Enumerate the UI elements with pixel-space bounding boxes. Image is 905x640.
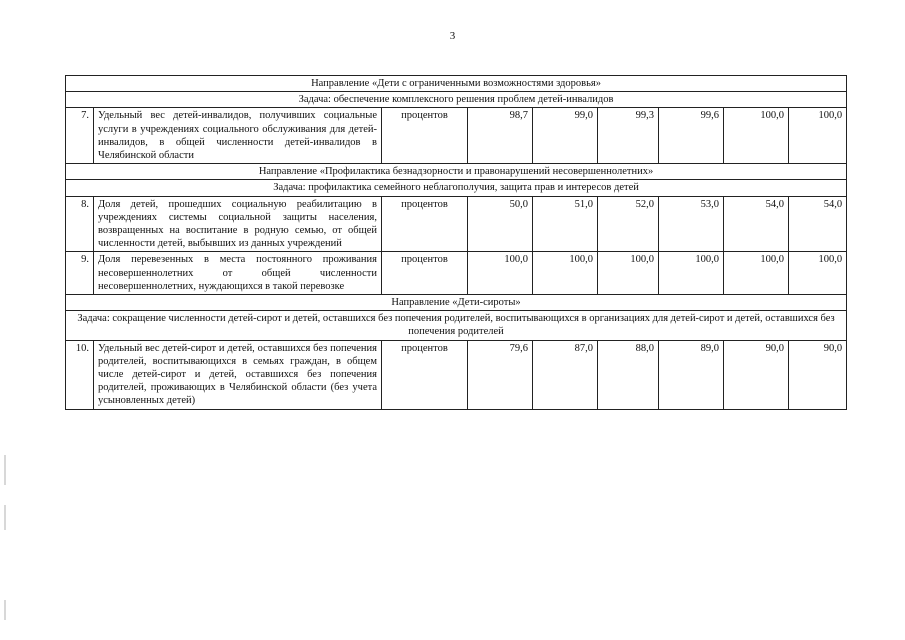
indicator-unit: процентов [382,196,468,252]
indicator-value: 54,0 [724,196,789,252]
indicator-row [66,196,847,252]
indicator-value: 87,0 [533,340,598,409]
margin-mark [4,600,6,620]
indicator-description: Доля детей, прошедших социальную реабилитацию в учреждениях системы социальной защиты населения, возвращенных на воспитание в родную семью, от общей численности детей, выбывших из данных учреждений [94,196,382,252]
indicator-number: 8. [66,196,94,252]
indicator-value: 99,3 [598,108,659,164]
indicator-value: 89,0 [659,340,724,409]
direction-heading: Направление «Профилактика безнадзорности и правонарушений несовершеннолетних» [66,164,847,180]
indicator-description: Удельный вес детей-сирот и детей, оставшихся без попечения родителей, воспитывающихся в семьях граждан, в общем числе детей-сирот и детей, оставшихся без попечения родителей, проживающих в Челябинской области (без учета усыновленных детей) [94,340,382,409]
indicator-number: 10. [66,340,94,409]
indicator-value: 100,0 [468,252,533,295]
indicator-value: 53,0 [659,196,724,252]
indicator-description: Удельный вес детей-инвалидов, получивших социальные услуги в учреждениях социального обслуживания для детей-инвалидов, в общей численности детей-инвалидов в Челябинской области [94,108,382,164]
indicator-value: 88,0 [598,340,659,409]
indicator-value: 100,0 [598,252,659,295]
direction-row [66,295,847,311]
indicator-value: 100,0 [724,108,789,164]
indicator-value: 100,0 [789,252,847,295]
indicator-value: 51,0 [533,196,598,252]
indicators-table [65,75,847,410]
task-row [66,180,847,196]
task-heading: Задача: обеспечение комплексного решения проблем детей-инвалидов [66,92,847,108]
margin-mark [4,455,6,485]
table-body [66,76,847,410]
direction-row [66,164,847,180]
indicator-unit: процентов [382,108,468,164]
direction-heading: Направление «Дети с ограниченными возможностями здоровья» [66,76,847,92]
direction-heading: Направление «Дети-сироты» [66,295,847,311]
indicator-value: 100,0 [724,252,789,295]
indicator-value: 90,0 [789,340,847,409]
indicator-value: 52,0 [598,196,659,252]
task-row [66,92,847,108]
indicator-value: 100,0 [533,252,598,295]
indicator-value: 79,6 [468,340,533,409]
direction-row [66,76,847,92]
indicator-value: 98,7 [468,108,533,164]
task-row [66,311,847,340]
indicator-unit: процентов [382,340,468,409]
indicator-row [66,252,847,295]
indicator-description: Доля перевезенных в места постоянного проживания несовершеннолетних от общей численности несовершеннолетних, нуждающихся в такой перевозке [94,252,382,295]
task-heading: Задача: сокращение численности детей-сирот и детей, оставшихся без попечения родителей, воспитывающихся в организациях для детей-сирот и детей, оставшихся без попечения родителей [66,311,847,340]
indicator-value: 100,0 [789,108,847,164]
page-number: 3 [449,30,456,42]
indicator-number: 7. [66,108,94,164]
indicator-value: 100,0 [659,252,724,295]
indicator-value: 90,0 [724,340,789,409]
indicator-row [66,340,847,409]
indicator-row [66,108,847,164]
task-heading: Задача: профилактика семейного неблагополучия, защита прав и интересов детей [66,180,847,196]
margin-mark [4,505,6,530]
indicator-value: 99,0 [533,108,598,164]
indicator-value: 50,0 [468,196,533,252]
indicator-unit: процентов [382,252,468,295]
indicator-value: 99,6 [659,108,724,164]
indicator-value: 54,0 [789,196,847,252]
indicator-number: 9. [66,252,94,295]
